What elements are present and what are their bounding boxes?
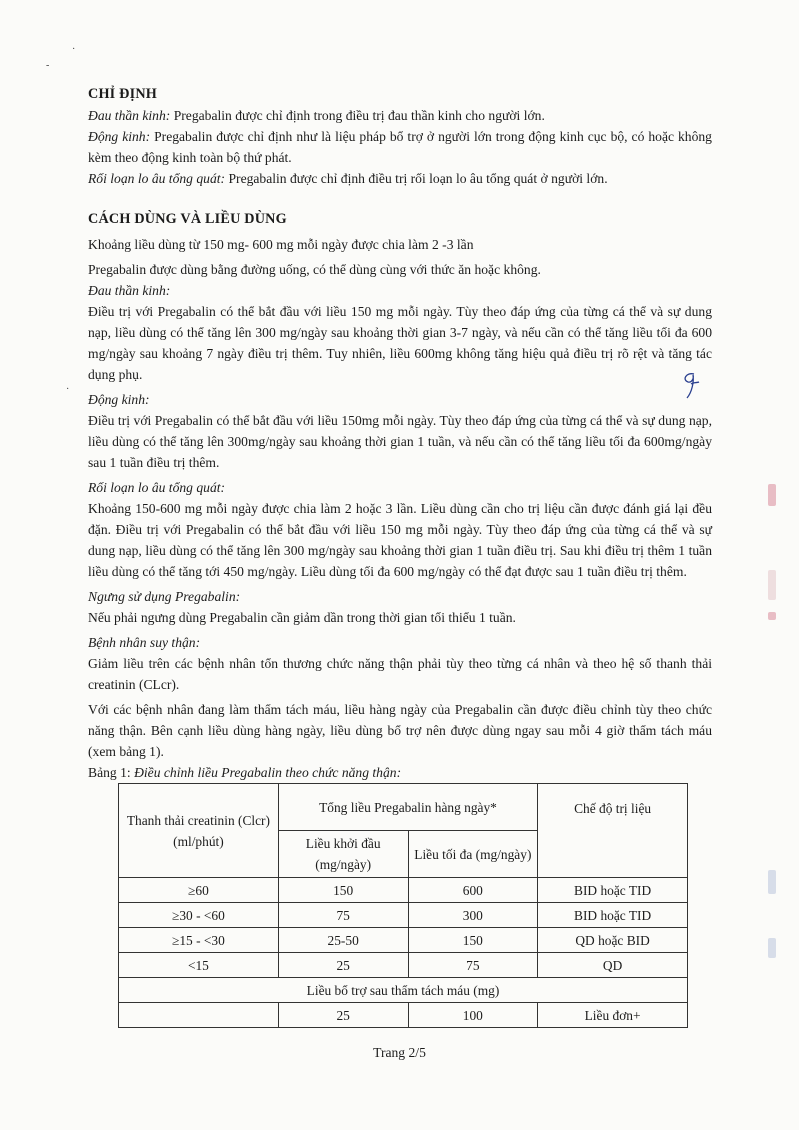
indication-text: Pregabalin được chỉ định trong điều trị đau thần kinh cho người lớn.: [170, 108, 545, 123]
gad-subheading: Rối loạn lo âu tổng quát:: [88, 480, 226, 495]
table-row: ≥60 150 600 BID hoặc TID: [119, 878, 688, 903]
indication-label: Đau thần kinh:: [88, 108, 171, 123]
epilepsy-subheading: Động kinh:: [88, 392, 150, 407]
edge-stamp-mark: [768, 570, 776, 600]
renal-text-1: Giảm liều trên các bệnh nhân tổn thương chức năng thận phải tùy theo từng cá nhân và theo hệ số thanh thải creatinin (CLcr).: [88, 656, 712, 692]
page-number: Trang 2/5: [373, 1045, 426, 1060]
scan-speck: ·: [72, 44, 76, 55]
neuropathic-text: Điều trị với Pregabalin có thể bắt đầu với liều 150 mg mỗi ngày. Tùy theo đáp ứng của từng cá thể và sự dung nạp, liều dùng có thể tăng lên 300 mg/ngày sau khoảng thời gian 3-7 ngày, và nếu cần có thể tăng liều tối đa 600 mg/ngày sau khoảng 7 ngày điều trị thêm. Tuy nhiên, liều 600mg không tăng hiệu quả điều trị rõ rệt và tăng tác dụng phụ.: [88, 304, 712, 382]
indications-heading: CHỈ ĐỊNH: [88, 86, 157, 102]
edge-stamp-mark: [768, 612, 776, 620]
header-clcr: Thanh thải creatinin (Clcr) (ml/phút): [119, 784, 279, 878]
table-row: ≥30 - <60 75 300 BID hoặc TID: [119, 903, 688, 928]
renal-dosing-table: [118, 783, 688, 1028]
scan-speck: ·: [66, 384, 70, 395]
renal-subheading: Bệnh nhân suy thận:: [88, 635, 201, 650]
table-row: <15 25 75 QD: [119, 953, 688, 978]
indication-label: Động kinh:: [88, 129, 151, 144]
document-body: [88, 84, 712, 1028]
indication-neuropathic: [88, 105, 712, 126]
edge-stamp-mark: [768, 938, 776, 958]
renal-text-2: Với các bệnh nhân đang làm thẩm tách máu, liều hàng ngày của Pregabalin cần được điều chỉnh tùy theo chức năng thận. Bên cạnh liều dùng hàng ngày, liều dùng bổ trợ nên được dùng ngay sau mỗi 4 giờ thẩm tách máu (xem bảng 1).: [88, 702, 712, 759]
table-caption: Bảng 1: Điều chỉnh liều Pregabalin theo chức năng thận:: [88, 765, 402, 780]
stop-text: Nếu phải ngưng dùng Pregabalin cần giảm dần trong thời gian tối thiểu 1 tuần.: [88, 610, 516, 625]
edge-stamp-mark: [768, 870, 776, 894]
stop-subheading: Ngưng sử dụng Pregabalin:: [88, 589, 241, 604]
indication-text: Pregabalin được chỉ định điều trị rối loạn lo âu tổng quát ở người lớn.: [225, 171, 608, 186]
gad-text: Khoảng 150-600 mg mỗi ngày được chia làm 2 hoặc 3 lần. Liều dùng cần cho trị liệu cần được đánh giá lại đều đặn. Điều trị với Pregabalin có thể bắt đầu với liều 150 mg mỗi ngày. Tùy theo đáp ứng của từng cá thể và sự dung nạp, liều dùng có thể tăng lên 300 mg/ngày sau khoảng thời gian 1 tuần điều trị. Sau khi điều trị thêm 1 tuần liều dùng có thể tăng tới 450 mg/ngày. Liều dùng tối đa 600 mg/ngày có thể đạt được sau 1 tuần điều trị thêm.: [88, 501, 712, 579]
dosage-heading: CÁCH DÙNG VÀ LIỀU DÙNG: [88, 211, 287, 227]
indication-gad: [88, 168, 712, 189]
header-start-dose: Liều khởi đầu (mg/ngày): [278, 831, 408, 878]
epilepsy-text: Điều trị với Pregabalin có thể bắt đầu với liều 150mg mỗi ngày. Tùy theo đáp ứng của từng cá thể và sự dung nạp, liều dùng có thể tăng lên 300mg/ngày sau khoảng thời gian 1 tuần, và nếu cần có thể tăng liều tối đa 600mg/ngày sau 1 tuần điều trị thêm.: [88, 413, 712, 470]
signature-mark-icon: [680, 370, 700, 400]
indication-label: Rối loạn lo âu tổng quát:: [88, 171, 226, 186]
scan-speck: -: [46, 60, 50, 71]
indication-text: Pregabalin được chỉ định như là liệu pháp bổ trợ ở người lớn trong động kinh cục bộ, có hoặc không kèm theo động kinh toàn bộ thứ phát.: [88, 129, 712, 165]
table-row: ≥15 - <30 25-50 150 QD hoặc BID: [119, 928, 688, 953]
supplement-header: Liều bổ trợ sau thẩm tách máu (mg): [119, 978, 688, 1003]
header-max-dose: Liều tối đa (mg/ngày): [408, 831, 538, 878]
dosage-intro-route: Pregabalin được dùng bằng đường uống, có thể dùng cùng với thức ăn hoặc không.: [88, 262, 541, 277]
neuropathic-subheading: Đau thần kinh:: [88, 283, 171, 298]
header-total-dose: Tổng liều Pregabalin hàng ngày*: [278, 784, 537, 831]
table-row: 25 100 Liều đơn+: [119, 1003, 688, 1028]
edge-stamp-mark: [768, 484, 776, 506]
dosage-intro-range: Khoảng liều dùng từ 150 mg- 600 mg mỗi ngày được chia làm 2 -3 lần: [88, 237, 474, 252]
header-regimen: Chế độ trị liệu: [538, 784, 688, 878]
indication-epilepsy: [88, 126, 712, 168]
